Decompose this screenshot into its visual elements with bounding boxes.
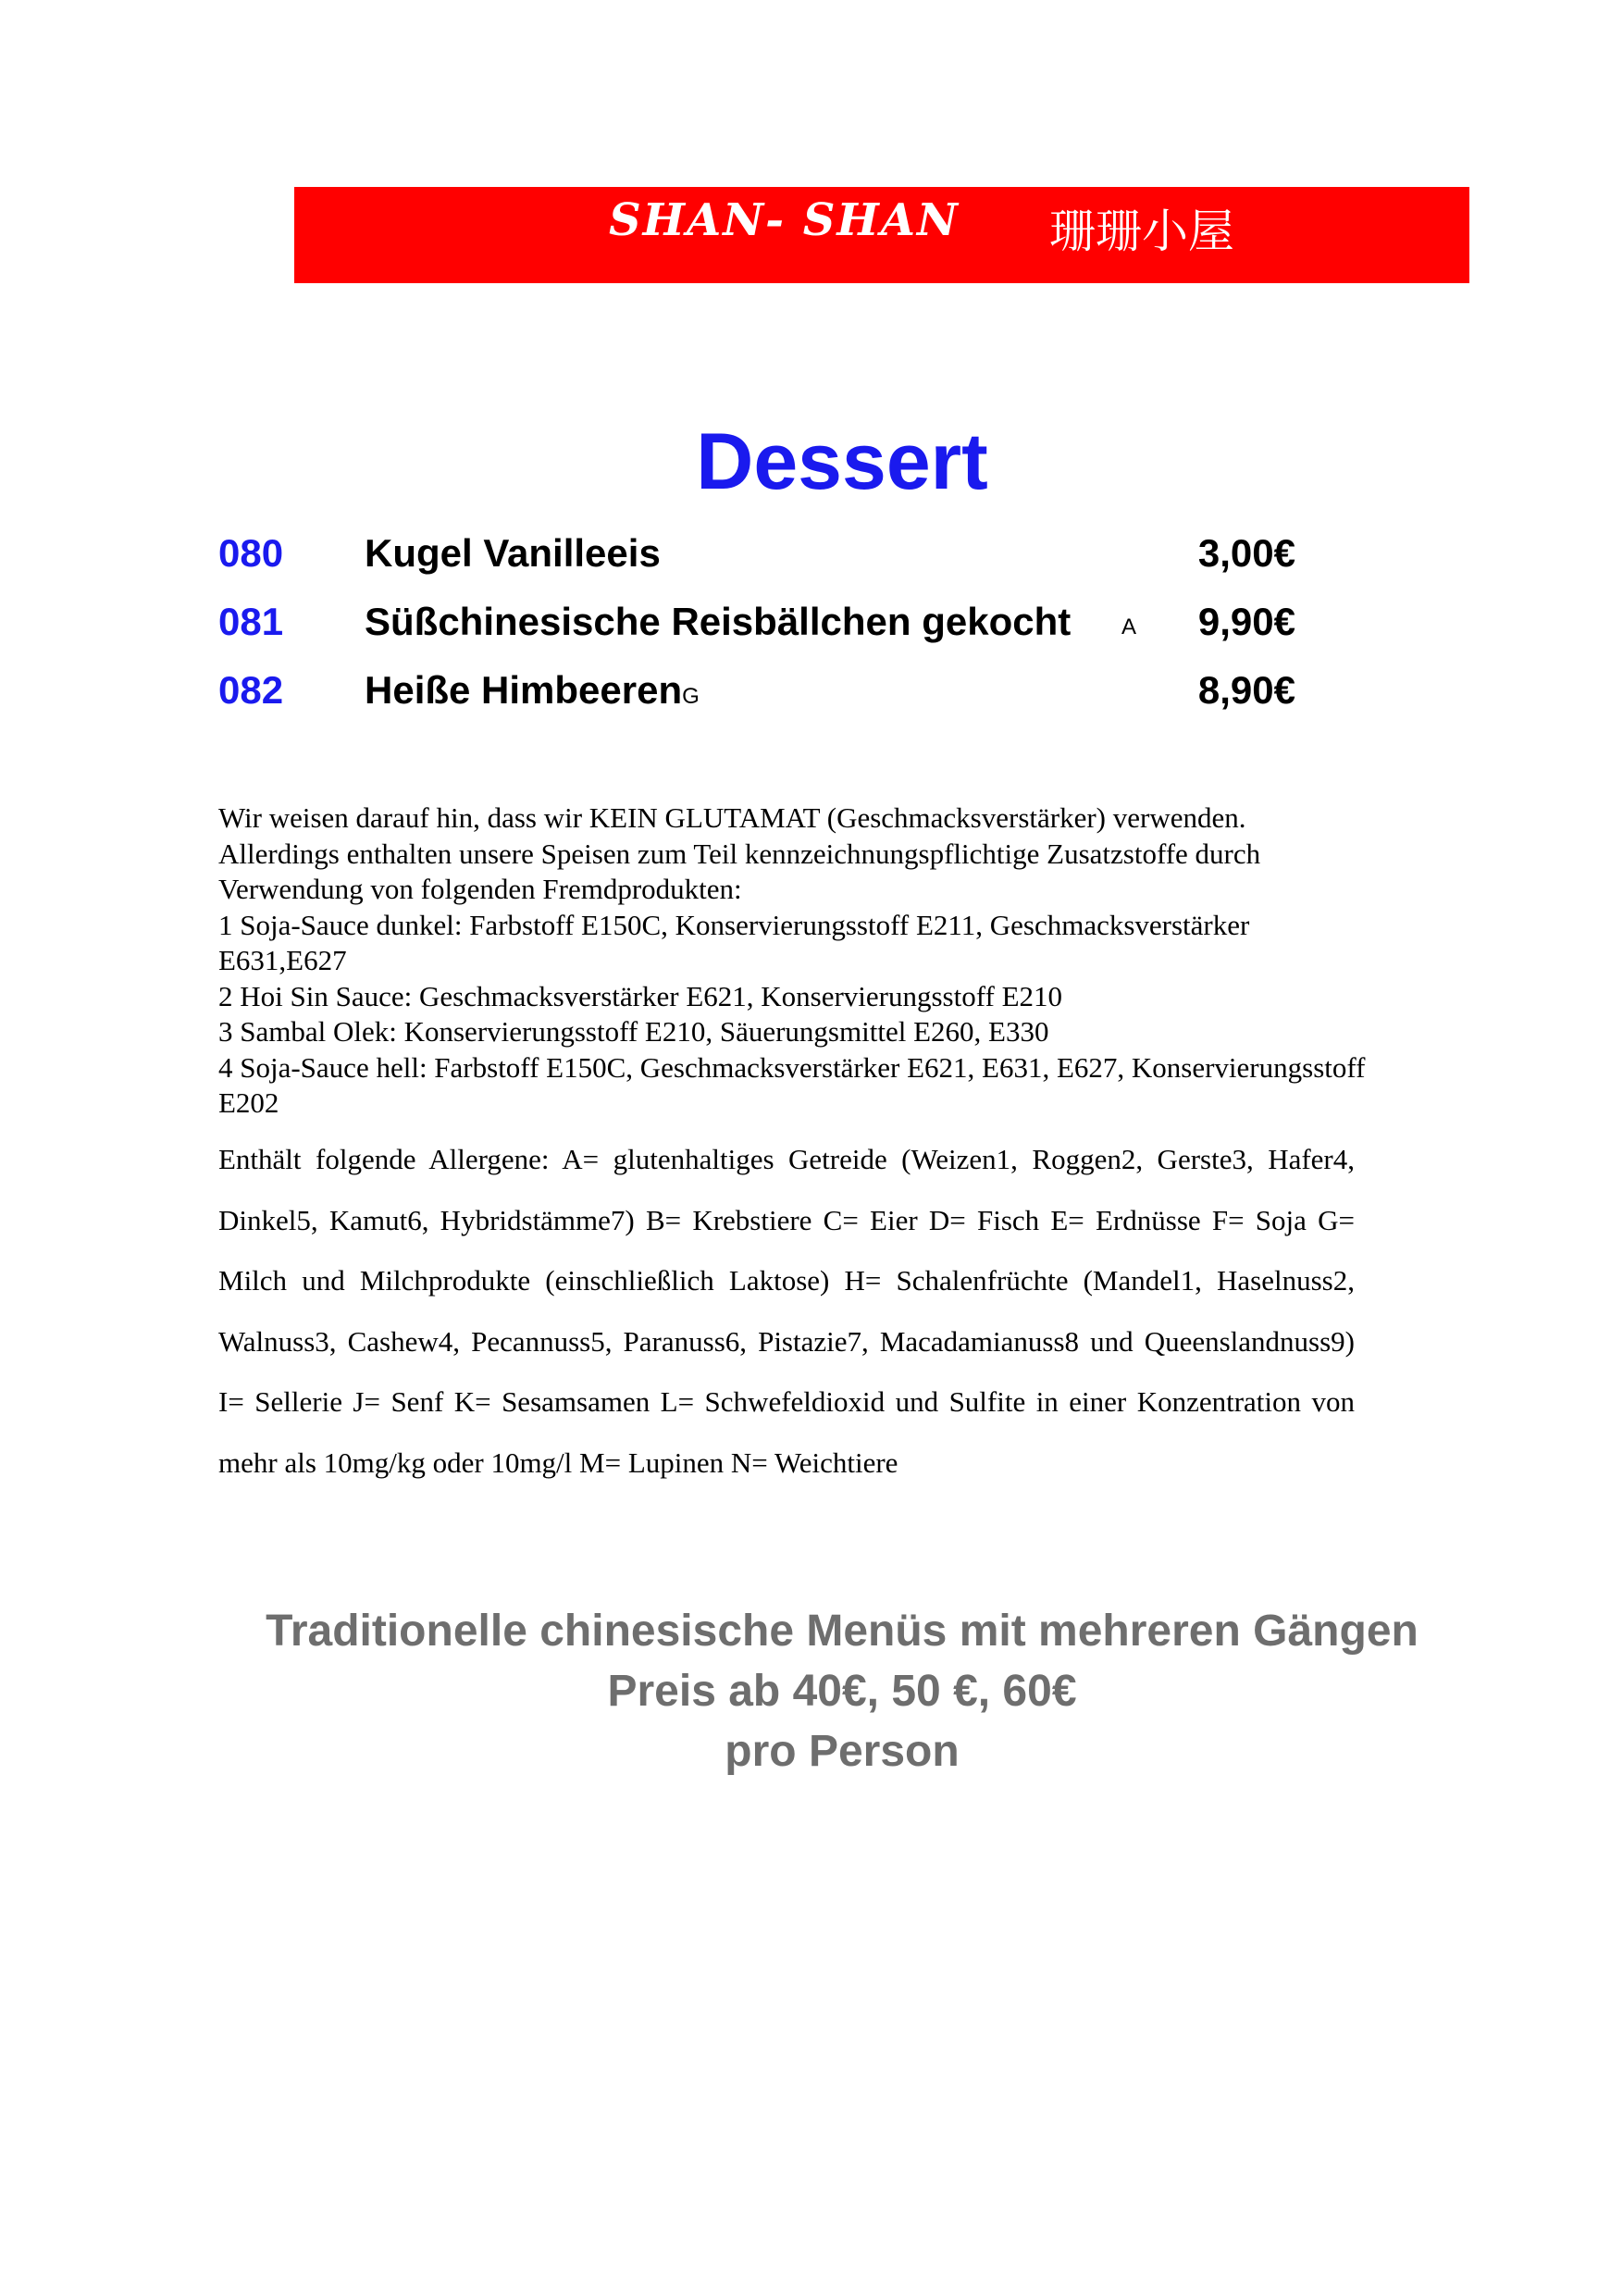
item-name: Heiße Himbeeren [365, 668, 683, 712]
footer-line: Preis ab 40€, 50 €, 60€ [607, 1667, 1077, 1716]
menu-item [218, 531, 1310, 600]
item-name: Süßchinesische Reisbällchen gekocht [365, 600, 1072, 643]
item-price: 9,90€ [1197, 600, 1295, 643]
set-menu-footer [0, 1601, 1623, 1781]
footer-line: pro Person [725, 1727, 960, 1776]
item-price: 3,00€ [1197, 531, 1295, 575]
restaurant-name-chinese: 珊珊小屋 [1049, 205, 1234, 258]
item-allergen-code: A [1121, 614, 1137, 639]
notice-line: 4 Soja-Sauce hell: Farbstoff E150C, Geschmacksverstärker E621, E631, E627, Konservierungsstoff [218, 1050, 1366, 1084]
notice-line: 2 Hoi Sin Sauce: Geschmacksverstärker E621, Konservierungsstoff E210 [218, 979, 1063, 1012]
notice-line: E631,E627 [218, 944, 347, 976]
item-number: 081 [218, 600, 284, 643]
allergens-legend: Enthält folgende Allergene: A= glutenhaltiges Getreide (Weizen1, Roggen2, Gerste3, Hafer4, Dinkel5, Kamut6, Hybridstämme7) B= Krebstiere C= Eier D= Fisch E= Erdnüsse F= Soja G= Milch und Milchprodukte (einschließlich Laktose) H= Schalenfrüchte (Mandel1, Haselnuss2, Walnuss3, Cashew4, Pecannuss5, Paranuss6, Pistazie7, Macadamianuss8 und Queenslandnuss9) I= Sellerie J= Senf K= Sesamsamen L= Schwefeldioxid und Sulfite in einer Konzentration von mehr als 10mg/kg oder 10mg/l M= Lupinen N= Weichtiere [218, 1143, 1355, 1479]
notice-line: 1 Soja-Sauce dunkel: Farbstoff E150C, Konservierungsstoff E211, Geschmacksverstärker [218, 908, 1250, 941]
notice-line: Verwendung von folgenden Fremdprodukten: [218, 873, 742, 905]
item-allergen-code: G [682, 684, 700, 709]
item-name: Kugel Vanilleeis [365, 531, 661, 575]
additives-notice [218, 800, 1477, 1122]
menu-item [218, 668, 1310, 737]
notice-line: 3 Sambal Olek: Konservierungsstoff E210, Säuerungsmittel E260, E330 [218, 1015, 1049, 1048]
item-number: 082 [218, 668, 284, 712]
notice-line: Allerdings enthalten unsere Speisen zum Teil kennzeichnungspflichtige Zusatzstoffe durch [218, 837, 1261, 870]
restaurant-name: SHAN- SHAN [609, 194, 960, 246]
menu-list [218, 531, 1310, 737]
item-number: 080 [218, 531, 284, 575]
notice-line: E202 [218, 1086, 279, 1119]
footer-line: Traditionelle chinesische Menüs mit mehreren Gängen [266, 1607, 1419, 1656]
header-banner [294, 187, 1469, 283]
item-price: 8,90€ [1197, 668, 1295, 712]
menu-item [218, 600, 1310, 668]
notice-line: Wir weisen darauf hin, dass wir KEIN GLUTAMAT (Geschmacksverstärker) verwenden. [218, 801, 1246, 834]
item-name-group [365, 668, 700, 713]
section-title: Dessert [696, 417, 988, 506]
